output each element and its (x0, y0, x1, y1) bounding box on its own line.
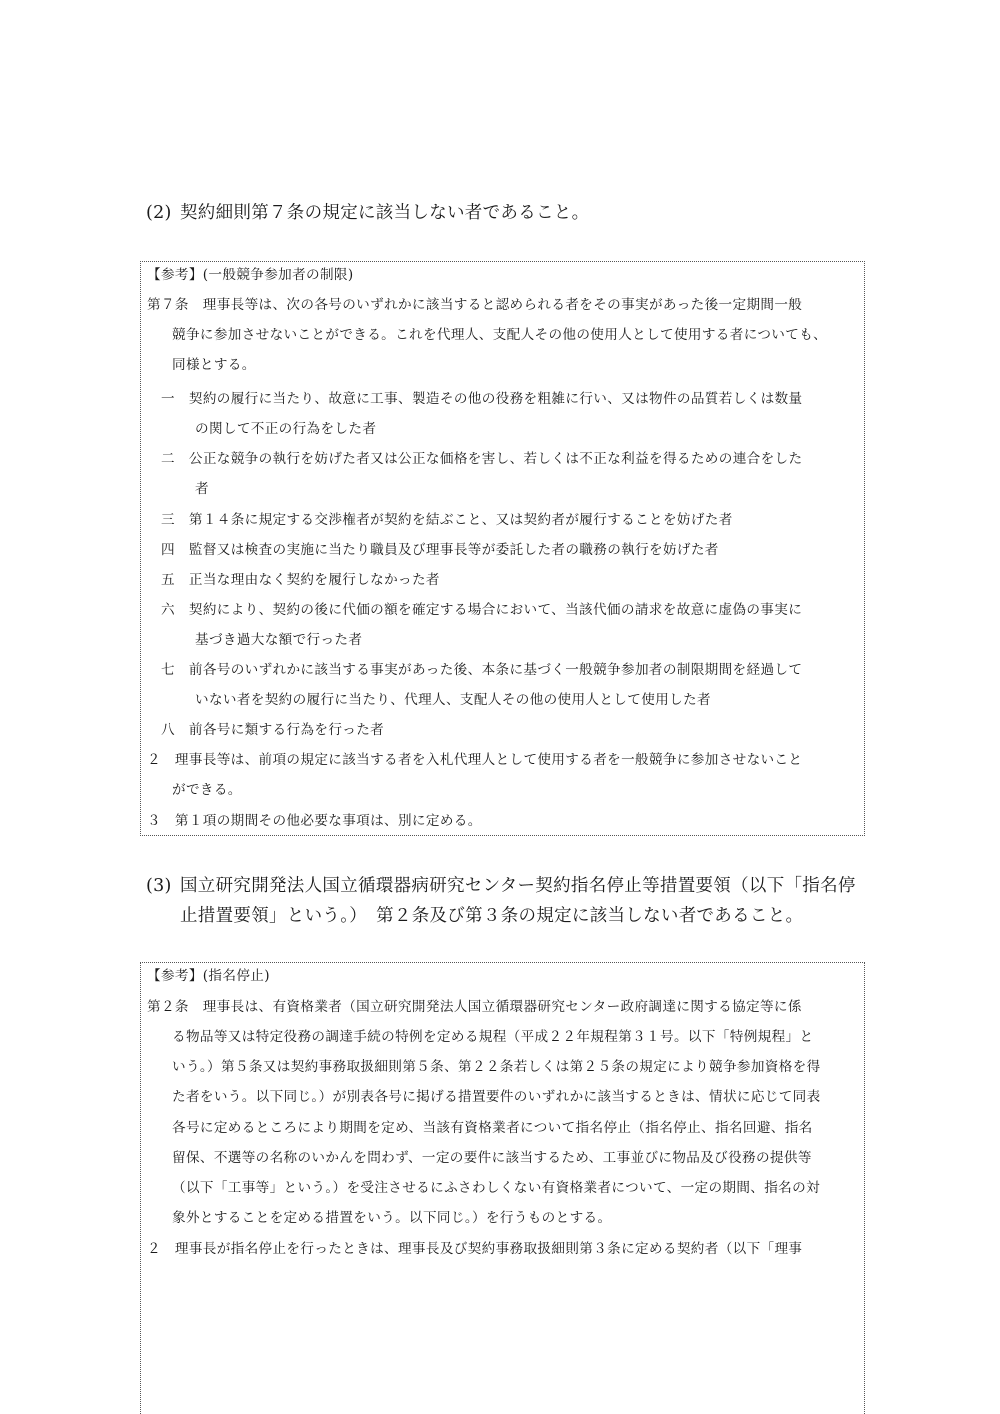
paragraph-2: ２ 理事長が指名停止を行ったときは、理事長及び契約事務取扱細則第３条に定める契約者（以下「理事 (147, 1241, 803, 1257)
paragraph-2: ２ 理事長等は、前項の規定に該当する者を入札代理人として使用する者を一般競争に参加させないこと (147, 752, 803, 768)
section-text-line-2: 止措置要領」という。） 第２条及び第３条の規定に該当しない者であること。 (180, 906, 804, 926)
section-text: 契約細則第７条の規定に該当しない者であること。 (180, 203, 590, 223)
section-text-line-1: 国立研究開発法人国立循環器病研究センター契約指名停止等措置要領（以下「指名停 (180, 876, 856, 896)
list-item: 五 正当な理由なく契約を履行しなかった者 (161, 572, 440, 588)
list-item: 六 契約により、契約の後に代価の額を確定する場合において、当該代価の請求を故意に虚偽の事実に (161, 602, 803, 618)
list-item: 八 前各号に類する行為を行った者 (161, 722, 385, 738)
article-line: た者をいう。以下同じ。）が別表各号に掲げる措置要件のいずれかに該当するときは、情状に応じて同表 (172, 1089, 821, 1105)
list-item: 七 前各号のいずれかに該当する事実があった後、本条に基づく一般競争参加者の制限期間を経過して (161, 662, 803, 678)
article-line: 各号に定めるところにより期間を定め、当該有資格業者について指名停止（指名停止、指名回避、指名 (172, 1120, 813, 1136)
article-line: （以下「工事等」という。）を受注させるにふさわしくない有資格業者について、一定の期間、指名の対 (172, 1180, 821, 1196)
article-line: 第７条 理事長等は、次の各号のいずれかに該当すると認められる者をその事実があった後一定期間一般 (147, 297, 803, 313)
list-item-continuation: 基づき過大な額で行った者 (195, 632, 363, 648)
list-item-continuation: の関して不正の行為をした者 (195, 421, 377, 437)
reference-box-competition-restriction (140, 261, 865, 836)
section-2-heading (146, 198, 866, 228)
list-item-continuation: 者 (195, 481, 209, 497)
list-item-continuation: いない者を契約の履行に当たり、代理人、支配人その他の使用人として使用した者 (195, 692, 711, 708)
section-number: (2) (146, 203, 172, 223)
list-item: 三 第１４条に規定する交渉権者が契約を結ぶこと、又は契約者が履行することを妨げた者 (161, 512, 733, 528)
reference-header: 【参考】(一般競争参加者の制限) (147, 267, 354, 283)
list-item: 四 監督又は検査の実施に当たり職員及び理事長等が委託した者の職務の執行を妨げた者 (161, 542, 719, 558)
reference-box-suspension (140, 962, 865, 1414)
article-line: 同様とする。 (172, 357, 256, 373)
list-item: 二 公正な競争の執行を妨げた者又は公正な価格を害し、若しくは不正な利益を得るための連合をした (161, 451, 803, 467)
article-line: 競争に参加させないことができる。これを代理人、支配人その他の使用人として使用する者についても、 (172, 327, 828, 343)
article-line: 象外とすることを定める措置をいう。以下同じ。）を行うものとする。 (172, 1210, 612, 1226)
reference-header: 【参考】(指名停止) (147, 968, 270, 984)
article-line: る物品等又は特定役務の調達手続の特例を定める規程（平成２２年規程第３１号。以下「特例規程」と (172, 1029, 814, 1045)
paragraph-3: ３ 第１項の期間その他必要な事項は、別に定める。 (147, 813, 482, 829)
paragraph-2-continuation: ができる。 (172, 782, 242, 798)
section-number: (3) (146, 876, 172, 896)
section-3-heading (146, 871, 866, 931)
article-line: 留保、不選等の名称のいかんを問わず、一定の要件に該当するため、工事並びに物品及び役務の提供等 (172, 1150, 812, 1166)
article-line: いう。）第５条又は契約事務取扱細則第５条、第２２条若しくは第２５条の規定により競争参加資格を得 (172, 1059, 821, 1075)
list-item: 一 契約の履行に当たり、故意に工事、製造その他の役務を粗雑に行い、又は物件の品質若しくは数量 (161, 391, 803, 407)
article-line: 第２条 理事長は、有資格業者（国立研究開発法人国立循環器研究センター政府調達に関する協定等に係 (147, 999, 802, 1015)
